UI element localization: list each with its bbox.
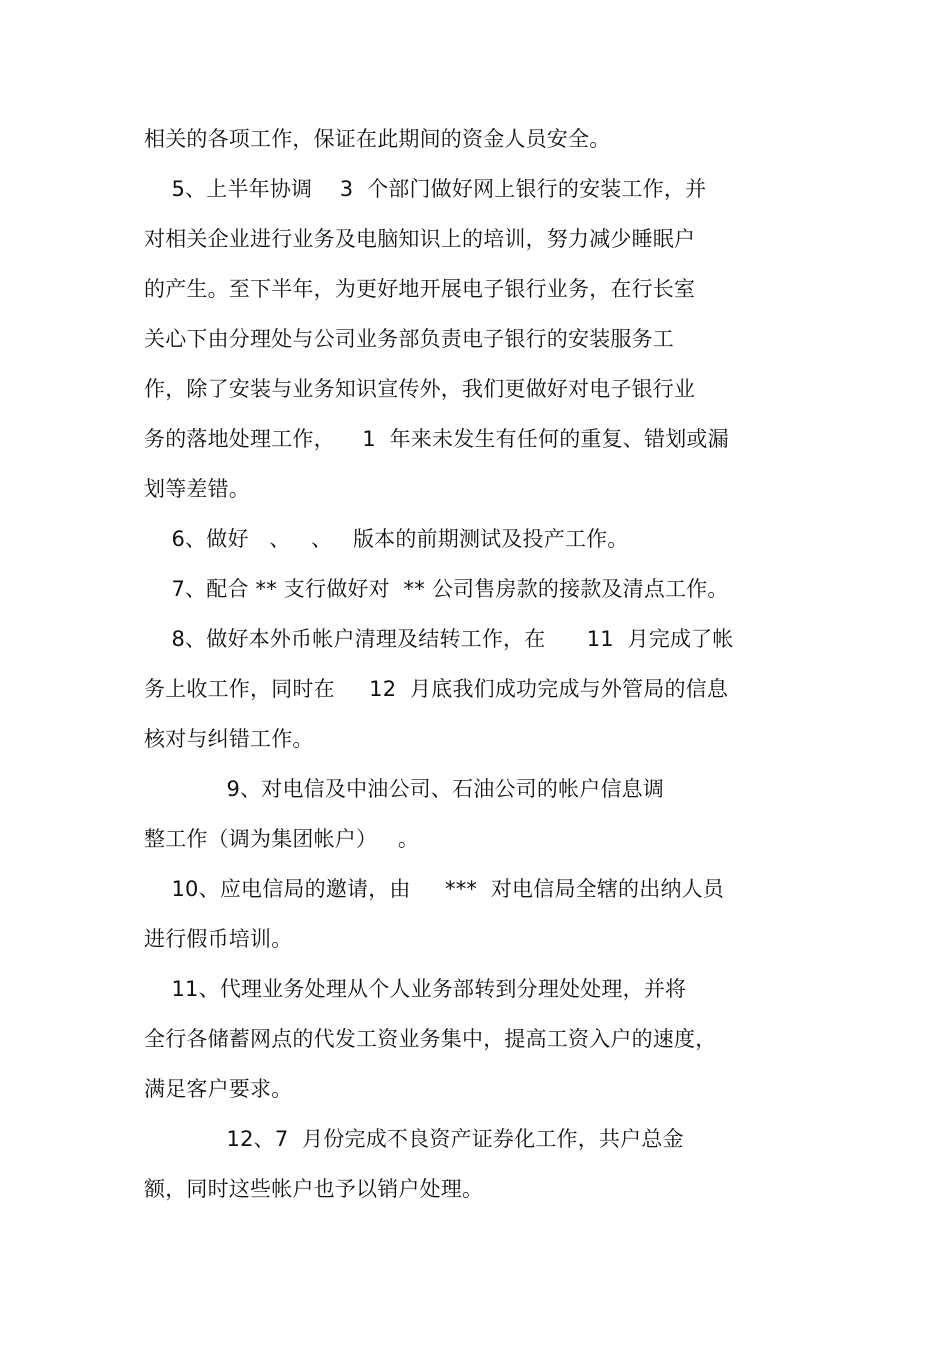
text-line: 7、配合 ** 支行做好对 ** 公司售房款的接款及清点工作。	[144, 577, 729, 601]
text-line: 10、应电信局的邀请，由 *** 对电信局全辖的出纳人员	[144, 877, 725, 901]
text-line: 额，同时这些帐户也予以销户处理。	[144, 1177, 484, 1201]
text-line: 9、对电信及中油公司、石油公司的帐户信息调	[144, 777, 665, 801]
text-line: 核对与纠错工作。	[144, 727, 314, 751]
text-line: 务上收工作，同时在 12 月底我们成功完成与外管局的信息	[144, 677, 729, 701]
text-line: 12、7 月份完成不良资产证券化工作，共户总金	[144, 1127, 684, 1151]
text-line: 务的落地处理工作， 1 年来未发生有任何的重复、错划或漏	[144, 427, 729, 451]
text-line: 作，除了安装与业务知识宣传外，我们更做好对电子银行业	[144, 377, 696, 401]
text-line: 划等差错。	[144, 477, 250, 501]
text-line: 整工作（调为集团帐户） 。	[144, 827, 420, 851]
text-line: 全行各储蓄网点的代发工资业务集中，提高工资入户的速度，	[144, 1027, 717, 1051]
text-line: 的产生。至下半年，为更好地开展电子银行业务，在行长室	[144, 277, 696, 301]
text-line: 相关的各项工作，保证在此期间的资金人员安全。	[144, 127, 611, 151]
text-line: 满足客户要求。	[144, 1077, 293, 1101]
text-line: 8、做好本外币帐户清理及结转工作，在 11 月完成了帐	[144, 627, 734, 651]
text-line: 11、代理业务处理从个人业务部转到分理处处理，并将	[144, 977, 687, 1001]
text-line: 关心下由分理处与公司业务部负责电子银行的安装服务工	[144, 327, 674, 351]
text-line: 进行假币培训。	[144, 927, 293, 951]
text-line: 5、上半年协调 3 个部门做好网上银行的安装工作，并	[144, 177, 707, 201]
text-line: 6、做好 、 、 版本的前期测试及投产工作。	[144, 527, 629, 551]
text-line: 对相关企业进行业务及电脑知识上的培训，努力减少睡眠户	[144, 227, 696, 251]
